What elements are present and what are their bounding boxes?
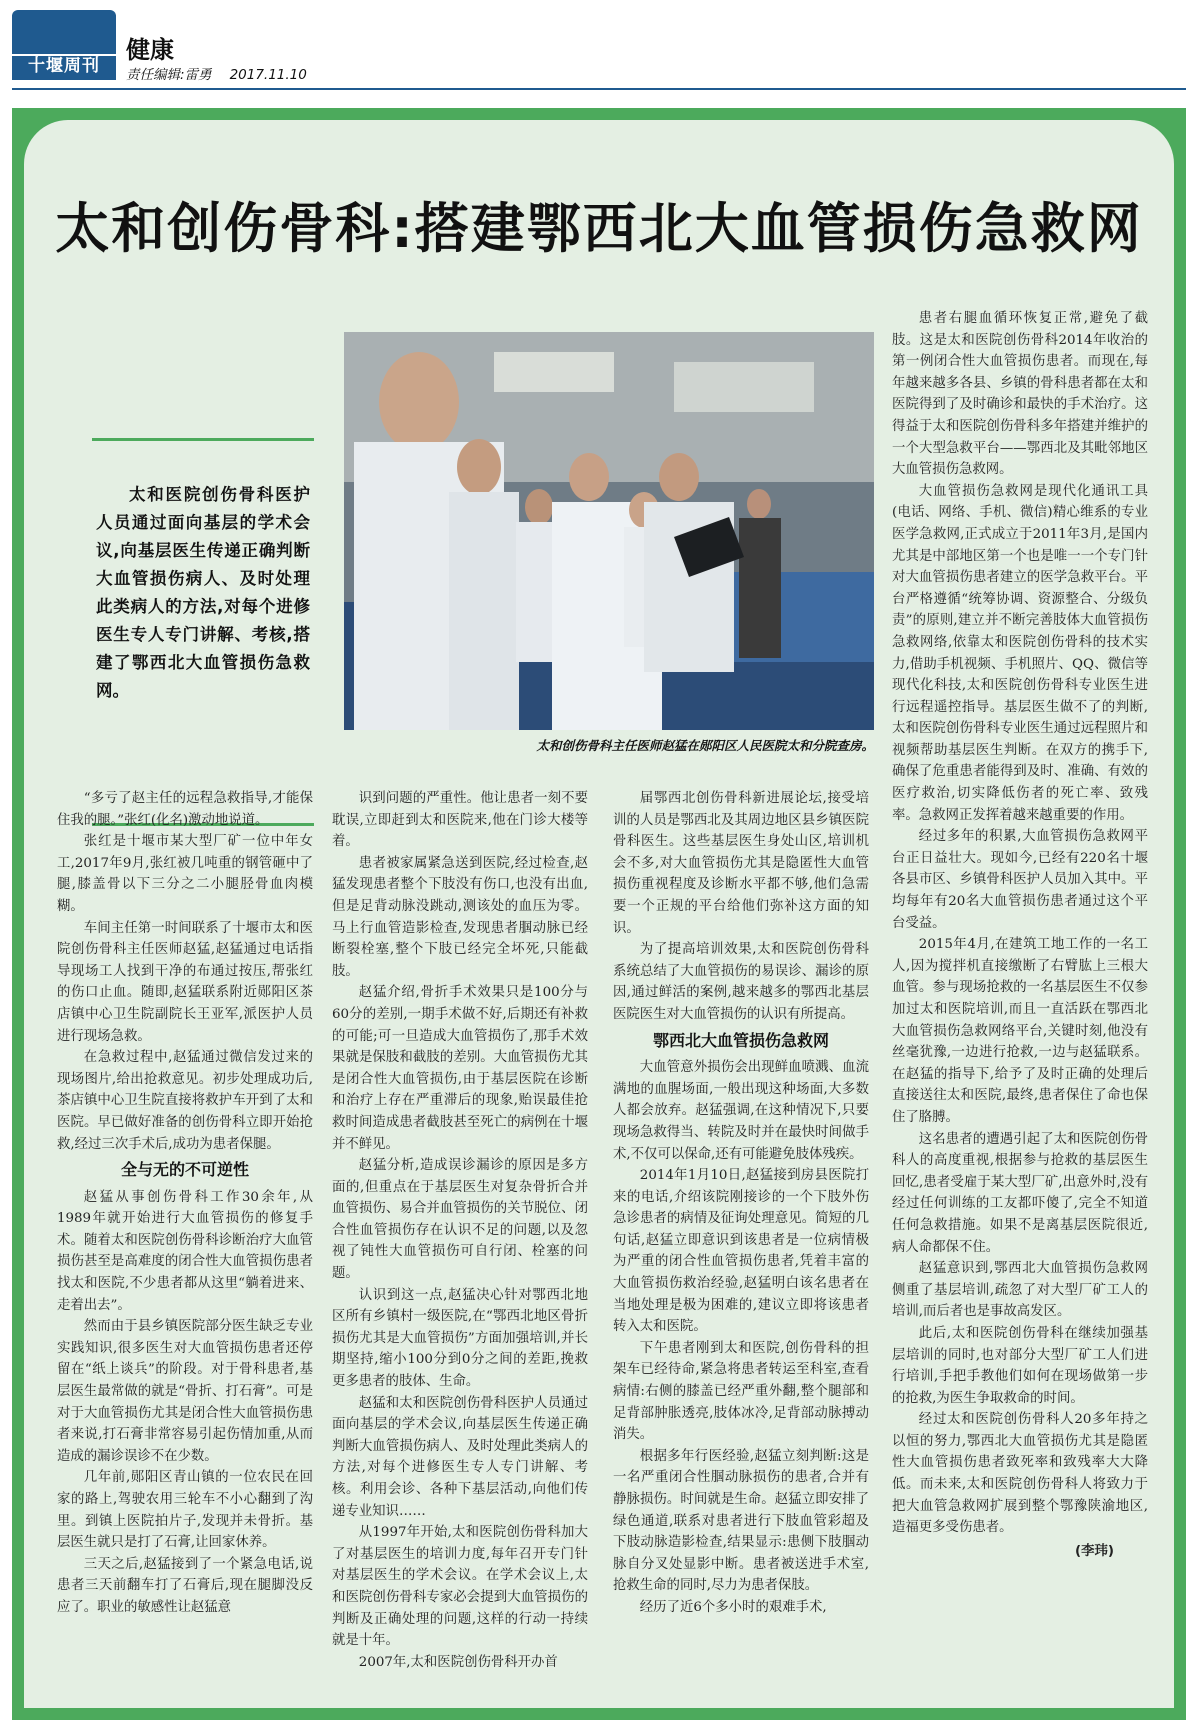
paragraph: 此后,太和医院创伤骨科在继续加强基层培训的同时,也对部分大型厂矿工人们进行培训,手把手教他们如何在现场做第一步的抢救,为医生争取救命的时间。 [892,1325,1148,1406]
column-3b-paragraphs [613,1057,869,1618]
paragraph: 经过太和医院创伤骨科人20多年持之以恒的努力,鄂西北大血管损伤尤其是隐匿性大血管损伤患者致死率和致残率大大降低。而未来,太和医院创伤骨科人将致力于把大血管急救网扩展到整个鄂豫陕渝地区,造福更多受伤患者。 [892,1412,1148,1536]
paragraph: 2014年1月10日,赵猛接到房县医院打来的电话,介绍该院刚接诊的一个下肢外伤急诊患者的病情及征询处理意见。简短的几句话,赵猛立即意识到该患者是一位病情极为严重的闭合性血管损伤患者,凭着丰富的大血管损伤救治经验,赵猛明白该名患者在当地处理是极为困难的,建议立即将该患者转入太和医院。 [613,1168,869,1335]
paragraph: 赵猛从事创伤骨科工作30余年,从1989年就开始进行大血管损伤的修复手术。随着太和医院创伤骨科诊断治疗大血管损伤甚至是高难度的闭合性大血管损伤患者找太和医院,不少患者都从这里“躺着进来、走着出去”。 [57,1189,313,1313]
paragraph: 几年前,郧阳区青山镇的一位农民在回家的路上,驾驶农用三轮车不小心翻到了沟里。到镇上医院拍片子,发现并未骨折。基层医生就只是打了石膏,让回家休养。 [57,1470,313,1551]
newspaper-logo [12,10,116,80]
paragraph: 届鄂西北创伤骨科新进展论坛,接受培训的人员是鄂西北及其周边地区县乡镇医院骨科医生。这些基层医生身处山区,培训机会不多,对大血管损伤尤其是隐匿性大血管损伤重视程度及诊断水平都不够,他们急需要一个正规的平台给他们弥补这方面的知识。 [613,791,869,936]
column-1-paragraphs [57,788,313,1155]
paragraph: 2007年,太和医院创伤骨科开办首 [358,1654,558,1670]
photo-caption: 太和创伤骨科主任医师赵猛在郧阳区人民医院太和分院查房。 [536,738,874,753]
masthead-rule [12,88,1186,90]
pull-quote-text: 太和医院创伤骨科医护人员通过面向基层的学术会议,向基层医生传递正确判断大血管损伤病人、及时处理此类病人的方法,对每个进修医生专人专门讲解、考核,搭建了鄂西北大血管损伤急救网。 [96,485,310,700]
paragraph: 从1997年开始,太和医院创伤骨科加大了对基层医生的培训力度,每年召开专门针对基层医生的学术会议。在学术会议上,太和医院创伤骨科专家必会提到大血管损伤的判断及正确处理的问题,这样的行动一持续就是十年。 [332,1525,588,1649]
issue-date: 2017.11.10 [229,67,307,83]
editor-name: 责任编辑:雷勇 [126,67,212,83]
paragraph: 张红是十堰市某大型厂矿一位中年女工,2017年9月,张红被几吨重的钢管砸中了腿,膝盖骨以下三分之二小腿胫骨血肉模糊。 [57,834,313,914]
article-photo [344,332,874,730]
article-byline: (李玮) [1074,1543,1114,1559]
photo-illustration [344,332,874,730]
paragraph: 大血管损伤急救网是现代化通讯工具(电话、网络、手机、微信)精心维系的专业医学急救网,正式成立于2011年3月,是国内尤其是中部地区第一个也是唯一一个专门针对大血管损伤患者建立的医学急救平台。平台严格遵循“统筹协调、资源整合、分级负责”的原则,建立并不断完善肢体大血管损伤急救网络,依靠太和医院创伤骨科的技术实力,借助手机视频、手机照片、QQ、微信等现代化科技,太和医院创伤骨科专业医生进行远程遥控指导。基层医生做不了的判断,太和医院创伤骨科专业医生通过远程照片和视频帮助基层医生判断。在双方的携手下,确保了危重患者能得到及时、准确、有效的医疗救治,切实降低伤者的死亡率、致残率。急救网正发挥着越来越重要的作用。 [892,483,1148,823]
column-3-paragraphs [613,788,869,1026]
masthead [0,0,1200,100]
paragraph: 然而由于县乡镇医院部分医生缺乏专业实践知识,很多医生对大血管损伤患者还停留在“纸上谈兵”的阶段。对于骨科患者,基层医生最常做的就是“骨折、打石膏”。可是对于大血管损伤尤其是闭合性大血管损伤患者来说,打石膏非常容易引起伤情加重,从而造成的漏诊误诊不在少数。 [57,1319,313,1464]
paragraph: 大血管意外损伤会出现鲜血喷溅、血流满地的血腥场面,一般出现这种场面,大多数人都会放弃。赵猛强调,在这种情况下,只要现场急救得当、转院及时并在最快时间做手术,不仅可以保命,还有可能避免肢体残疾。 [613,1060,869,1162]
paragraph: 经历了近6个多小时的艰难手术, [639,1599,827,1615]
article-headline: 太和创伤骨科:搭建鄂西北大血管损伤急救网 [55,197,1143,260]
subheading-rescue-network: 鄂西北大血管损伤急救网 [652,1030,829,1050]
column-2-paragraphs [332,788,588,1673]
paragraph: 为了提高培训效果,太和医院创伤骨科系统总结了大血管损伤的易误诊、漏诊的原因,通过鲜活的案例,越来越多的鄂西北基层医院医生对大血管损伤的认识有所提高。 [613,942,869,1022]
paragraph: 根据多年行医经验,赵猛立刻判断:这是一名严重闭合性腘动脉损伤的患者,合并有静脉损伤。时间就是生命。赵猛立即安排了绿色通道,联系对患者进行下肢血管彩超及下肢动脉造影检查,结果显示:患侧下肢腘动脉自分叉处显影中断。患者被送进手术室,抢救生命的同时,尽力为患者保肢。 [613,1448,869,1594]
paragraph: 赵猛介绍,骨折手术效果只是100分与60分的差别,一期手术做不好,后期还有补救的可能;可一旦造成大血管损伤了,那手术效果就是保肢和截肢的差别。大血管损伤尤其是闭合性大血管损伤,由于基层医院在诊断和治疗上存在严重滞后的现象,贻误最佳抢救时间造成患者截肢甚至死亡的病例在十堰并不鲜见。 [332,985,588,1152]
paragraph: 患者被家属紧急送到医院,经过检查,赵猛发现患者整个下肢没有伤口,也没有出血,但是足背动脉没跳动,测该处的血压为零。马上行血管造影检查,发现患者腘动脉已经断裂栓塞,整个下肢已经完全坏死,只能截肢。 [332,855,588,979]
column-1b-paragraphs [57,1187,313,1619]
article-column-3 [613,788,869,1698]
paragraph: 患者右腿血循环恢复正常,避免了截肢。这是太和医院创伤骨科2014年收治的第一例闭合性大血管损伤患者。而现在,每年越来越多各县、乡镇的骨科患者都在太和医院得到了及时确诊和最快的手术治疗。这得益于太和医院创伤骨科多年搭建并维护的一个大型急救平台——鄂西北及其毗邻地区大血管损伤急救网。 [892,311,1148,478]
article-column-2 [332,788,588,1698]
article-panel [24,120,1174,1708]
paragraph: 2015年4月,在建筑工地工作的一名工人,因为搅拌机直接缴断了右臂肱上三根大血管。参与现场抢救的一名基层医生不仅参加过太和医院培训,而且一直活跃在鄂西北大血管损伤急救网络平台,关键时刻,他没有丝毫犹豫,一边进行抢救,一边与赵猛联系。在赵猛的指导下,给予了及时正确的处理后直接送往太和医院,最终,患者保住了命也保住了胳膊。 [892,937,1148,1125]
paragraph: 经过多年的积累,大血管损伤急救网平台正日益壮大。现如今,已经有220名十堰各县市区、乡镇骨科医护人员加入其中。平均每年有20名大血管损伤患者通过这个平台受益。 [892,829,1148,931]
paragraph: 赵猛分析,造成误诊漏诊的原因是多方面的,但重点在于基层医生对复杂骨折合并血管损伤、易合并血管损伤的关节脱位、闭合性血管损伤存在认识不足的问题,以及忽视了钝性大血管损伤可自行闭、栓塞的问题。 [332,1158,588,1282]
section-title: 健康 [126,36,174,64]
article-column-1 [57,788,313,1698]
pull-quote [92,438,314,826]
paragraph: 在急救过程中,赵猛通过微信发过来的现场图片,给出抢救意见。初步处理成功后,茶店镇中心卫生院直接将救护车开到了太和医院。早已做好准备的创伤骨科立即开始抢救,经过三次手术后,成功为患者保腿。 [57,1050,313,1152]
subheading-irreversibility: 全与无的不可逆性 [120,1160,249,1180]
column-4-paragraphs [892,308,1148,1539]
paragraph: 下午患者刚到太和医院,创伤骨科的担架车已经待命,紧急将患者转运至科室,查看病情:右侧的膝盖已经严重外翻,整个腿部和足背部肿胀透亮,肢体冰冷,足背部动脉搏动消失。 [613,1340,869,1443]
page-frame [12,108,1186,1720]
article-column-4 [892,308,1148,1698]
paragraph: 三天之后,赵猛接到了一个紧急电话,说患者三天前翻车打了石膏后,现在腿脚没反应了。职业的敏感性让赵猛意 [57,1556,313,1615]
paragraph: 赵猛意识到,鄂西北大血管损伤急救网侧重了基层培训,疏忽了对大型厂矿工人的培训,而后者也是事故高发区。 [892,1261,1148,1320]
paragraph: “多亏了赵主任的远程急救指导,才能保住我的腿。”张红(化名)激动地说道。 [57,791,313,828]
paragraph: 认识到这一点,赵猛决心针对鄂西北地区所有乡镇村一级医院,在“鄂西北地区骨折损伤尤其是大血管损伤”方面加强培训,并长期坚持,缩小100分到0分之间的差距,挽救更多患者的肢体、生命。 [332,1287,588,1390]
paragraph: 车间主任第一时间联系了十堰市太和医院创伤骨科主任医师赵猛,赵猛通过电话指导现场工人找到干净的布通过按压,帮张红的伤口止血。随即,赵猛联系附近郧阳区茶店镇中心卫生院副院长王亚军,派医护人员进行现场急救。 [57,920,313,1044]
paragraph: 识到问题的严重性。他让患者一刻不要耽误,立即赶到太和医院来,他在门诊大楼等着。 [332,791,588,850]
paragraph: 这名患者的遭遇引起了太和医院创伤骨科人的高度重视,根据参与抢救的基层医生回忆,患者受雇于某大型厂矿,出意外时,没有经过任何训练的工友都吓傻了,完全不知道任何急救措施。如果不是离基层医院很近,病人命都保不住。 [892,1131,1148,1255]
paragraph: 赵猛和太和医院创伤骨科医护人员通过面向基层的学术会议,向基层医生传递正确判断大血管损伤病人、及时处理此类病人的方法,对每个进修医生专人专门讲解、考核。利用会诊、各种下基层活动,向他们传递专业知识…… [332,1395,588,1519]
logo-text: 十堰周刊 [28,56,100,76]
editor-line [126,63,307,83]
